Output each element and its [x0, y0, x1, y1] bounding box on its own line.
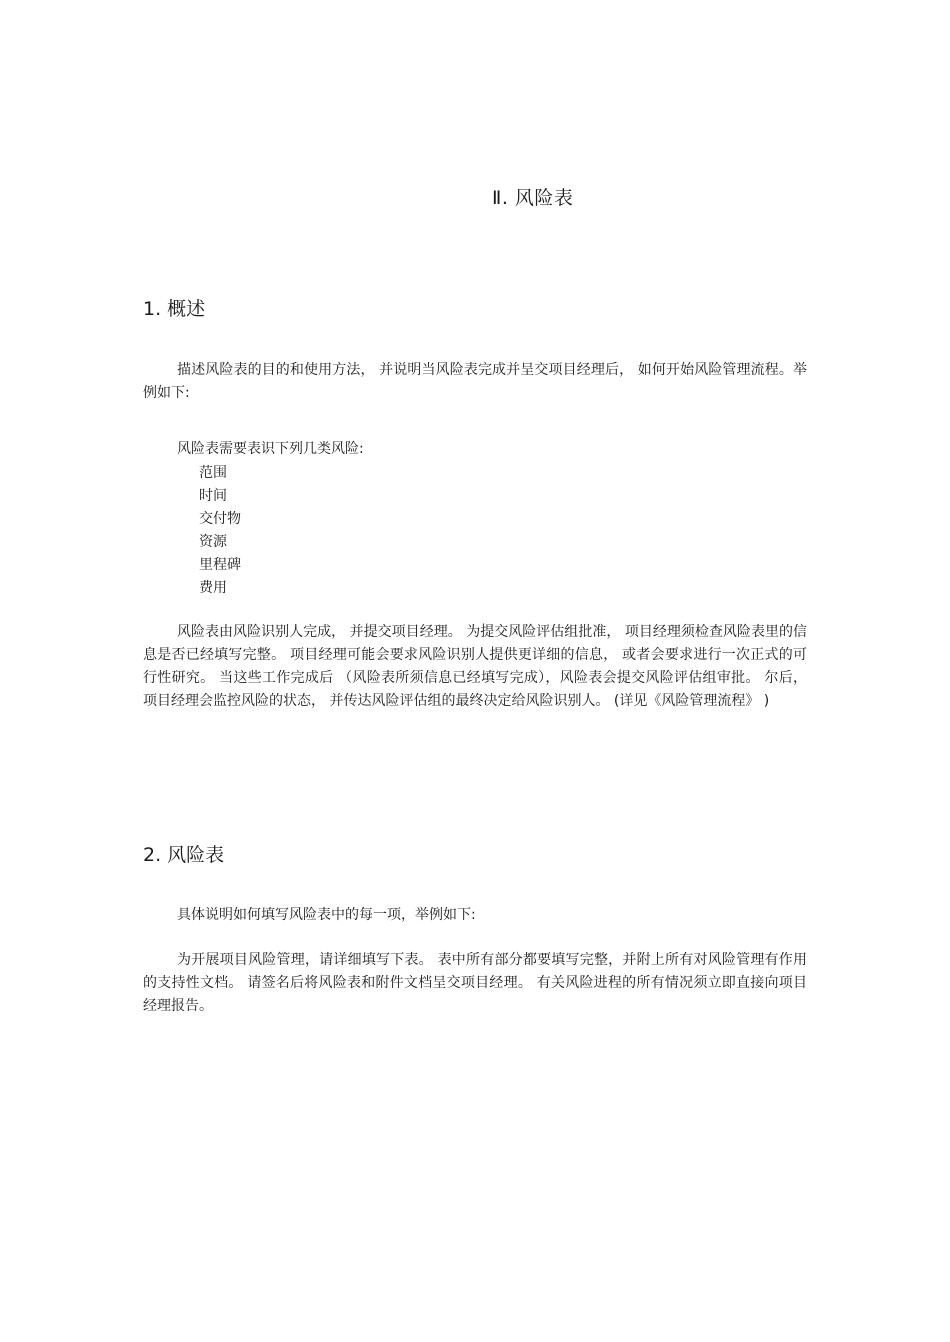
risk-category-item: 资源: [199, 534, 227, 550]
section-heading-overview: 1. 概述: [143, 298, 206, 320]
risk-category-item: 交付物: [199, 511, 241, 527]
risk-category-item: 时间: [199, 488, 227, 504]
document-title: Ⅱ. 风险表: [492, 187, 574, 209]
risk-list-lead: 风险表需要表识下列几类风险:: [177, 441, 364, 457]
risk-category-item: 费用: [199, 580, 227, 596]
section-heading-risk-form: 2. 风险表: [143, 844, 225, 866]
fill-guide-paragraph: 具体说明如何填写风险表中的每一项，举例如下:: [177, 907, 476, 923]
risk-category-item: 范围: [199, 465, 227, 481]
overview-intro-paragraph: 描述风险表的目的和使用方法， 并说明当风险表完成并呈交项目经理后， 如何开始风险管理流程。举例如下:: [143, 362, 807, 401]
instructions-paragraph: 为开展项目风险管理，请详细填写下表。 表中所有部分都要填写完整，并附上所有对风险管理有作用的支持性文档。 请签名后将风险表和附件文档呈交项目经理。 有关风险进程的所有情况须立即直接向项目经理报告。: [143, 952, 807, 1014]
risk-category-item: 里程碑: [199, 557, 241, 573]
review-process-paragraph: 风险表由风险识别人完成， 并提交项目经理。 为提交风险评估组批准， 项目经理须检查风险表里的信息是否已经填写完整。 项目经理可能会要求风险识别人提供更详细的信息， 或者会要求进行一次正式的可行性研究。 当这些工作完成后 （风险表所须信息已经填写完成），风险表会提交风险评估组审批。 尔后，项目经理会监控风险的状态， 并传达风险评估组的最终决定给风险识别人。 (详见《风险管理流程》 ): [143, 624, 807, 709]
risk-category-list: [199, 462, 241, 600]
